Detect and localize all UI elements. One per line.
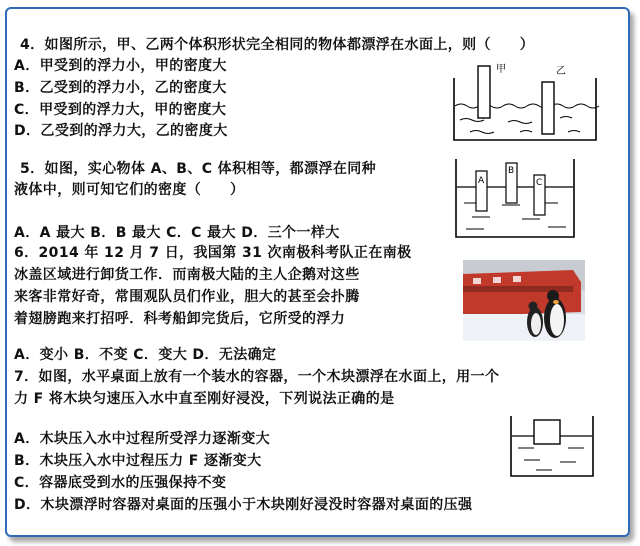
q5-figure — [452, 155, 578, 241]
penguin-photo — [463, 260, 585, 341]
q4-stem: 4．如图所示，甲、乙两个体积形状完全相同的物体都漂浮在水面上，则（ ） — [20, 37, 535, 53]
q7-option-b: B．木块压入水中过程压力 F 逐渐变大 — [14, 453, 262, 469]
q4-option-a: A．甲受到的浮力小，甲的密度大 — [14, 58, 227, 74]
q7-option-a: A．木块压入水中过程所受浮力逐渐变大 — [14, 431, 271, 447]
q7-option-d: D．木块漂浮时容器对桌面的压强小于木块刚好浸没时容器对桌面的压强 — [14, 497, 473, 513]
q6-options: A．变小 B．不变 C．变大 D．无法确定 — [14, 347, 277, 363]
q5-stem-line-1: 5．如图，实心物体 A、B、C 体积相等，都漂浮在同种 — [20, 161, 377, 177]
q5-fig-label-b: B — [508, 166, 515, 176]
q5-options: A．A 最大 B．B 最大 C．C 最大 D．三个一样大 — [14, 225, 340, 241]
q6-stem-line-3: 来客非常好奇，常围观队员们作业，胆大的甚至会扑腾 — [14, 289, 360, 305]
q5-fig-label-a: A — [478, 176, 485, 186]
q4-option-b: B．乙受到的浮力小，乙的密度大 — [14, 80, 227, 96]
q4-option-d: D．乙受到的浮力大，乙的密度大 — [14, 123, 228, 139]
q7-stem-line-2: 力 F 将木块匀速压入水中直至刚好浸没，下列说法正确的是 — [14, 391, 395, 407]
q6-stem-line-1: 6．2014 年 12 月 7 日，我国第 31 次南极科考队正在南极 — [14, 245, 412, 261]
q7-option-c: C．容器底受到水的压强保持不变 — [14, 475, 227, 491]
q7-stem-line-1: 7．如图，水平桌面上放有一个装水的容器，一个木块漂浮在水面上，用一个 — [14, 369, 500, 385]
q5-fig-label-c: C — [536, 178, 543, 188]
q4-figure — [450, 54, 600, 146]
q4-fig-label-jia: 甲 — [496, 64, 506, 75]
q6-stem-line-2: 冰盖区域进行卸货工作．而南极大陆的主人企鹅对这些 — [14, 267, 360, 283]
q4-fig-label-yi: 乙 — [556, 66, 566, 77]
q7-figure — [506, 408, 598, 480]
q5-stem-line-2: 液体中，则可知它们的密度（ ） — [14, 182, 245, 198]
q4-option-c: C．甲受到的浮力大，甲的密度大 — [14, 102, 227, 118]
q6-stem-line-4: 着翅膀跑来打招呼．科考船卸完货后，它所受的浮力 — [14, 311, 346, 327]
